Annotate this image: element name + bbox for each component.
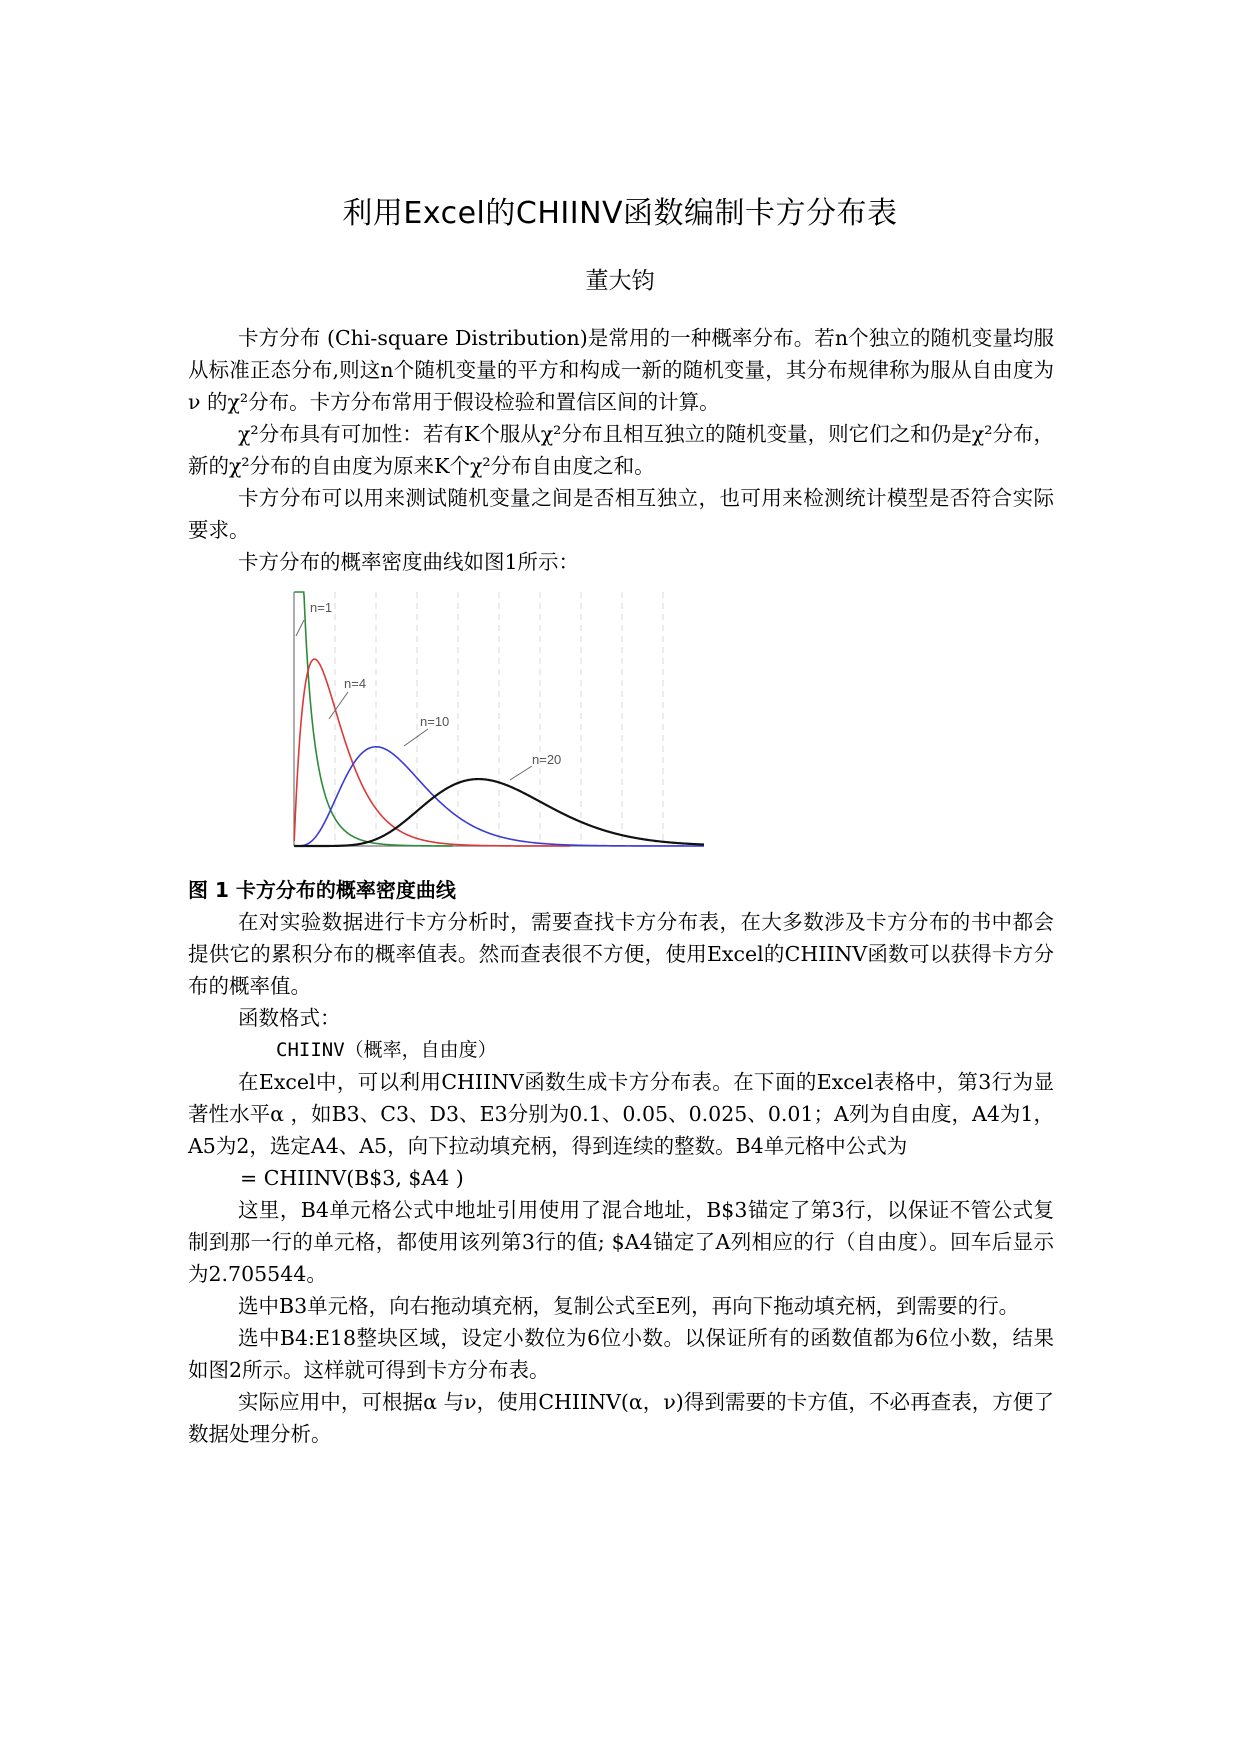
curve-label: n=4 [344, 676, 367, 691]
paragraph: 选中B3单元格，向右拖动填充柄，复制公式至E列，再向下拖动填充柄，到需要的行。 [238, 1294, 1020, 1318]
paragraph: 选中B4:E18整块区域，设定小数位为6位小数。以保证所有的函数值都为6位小数，结果如图2所示。这样就可得到卡方分布表。 [188, 1326, 1054, 1382]
curve-label: n=20 [532, 752, 562, 767]
curve-label: n=10 [420, 714, 450, 729]
article-body [188, 322, 1054, 1450]
paragraph: 卡方分布 (Chi-square Distribution)是常用的一种概率分布。若n个独立的随机变量均服从标准正态分布,则这n个随机变量的平方和构成一新的随机变量，其分布规律称为服从自由度为ν 的χ²分布。卡方分布常用于假设检验和置信区间的计算。 [188, 326, 1054, 414]
formula: = CHIINV(B$3, $A4 ) [240, 1166, 464, 1190]
paragraph: 卡方分布可以用来测试随机变量之间是否相互独立，也可用来检测统计模型是否符合实际要求。 [188, 486, 1054, 542]
figure-1 [188, 584, 1054, 874]
paragraph: 这里，B4单元格公式中地址引用使用了混合地址，B$3锚定了第3行，以保证不管公式复制到那一行的单元格，都使用该列第3行的值; $A4锚定了A列相应的行（自由度）。回车后显示为2.705544。 [188, 1198, 1054, 1286]
chi-square-density-chart [284, 584, 714, 872]
paragraph: 在对实验数据进行卡方分析时，需要查找卡方分布表，在大多数涉及卡方分布的书中都会提供它的累积分布的概率值表。然而查表很不方便，使用Excel的CHIINV函数可以获得卡方分布的概率值。 [188, 910, 1054, 998]
label-pointer [404, 729, 428, 746]
paragraph: χ²分布具有可加性：若有K个服从χ²分布且相互独立的随机变量，则它们之和仍是χ²分布，新的χ²分布的自由度为原来K个χ²分布自由度之和。 [188, 422, 1054, 478]
page-title: 利用Excel的CHIINV函数编制卡方分布表 [342, 196, 898, 231]
paragraph: 函数格式： [238, 1006, 341, 1030]
series-line-n=4 [294, 659, 570, 846]
function-syntax: CHIINV（概率，自由度） [276, 1039, 497, 1061]
figure-caption: 图 1 卡方分布的概率密度曲线 [188, 878, 456, 902]
label-pointer [510, 766, 532, 780]
paragraph: 实际应用中，可根据α 与ν，使用CHIINV(α，ν)得到需要的卡方值，不必再查表，方便了数据处理分析。 [188, 1390, 1054, 1446]
label-pointer [296, 620, 304, 636]
paragraph: 在Excel中，可以利用CHIINV函数生成卡方分布表。在下面的Excel表格中，第3行为显著性水平α ，如B3、C3、D3、E3分别为0.1、0.05、0.025、0.01；A列为自由度，A4为1，A5为2，选定A4、A5，向下拉动填充柄，得到连续的整数。B4单元格中公式为 [188, 1070, 1054, 1158]
paragraph: 卡方分布的概率密度曲线如图1所示： [238, 550, 580, 574]
author-name: 董大钧 [585, 268, 655, 294]
curve-label: n=1 [310, 600, 333, 615]
